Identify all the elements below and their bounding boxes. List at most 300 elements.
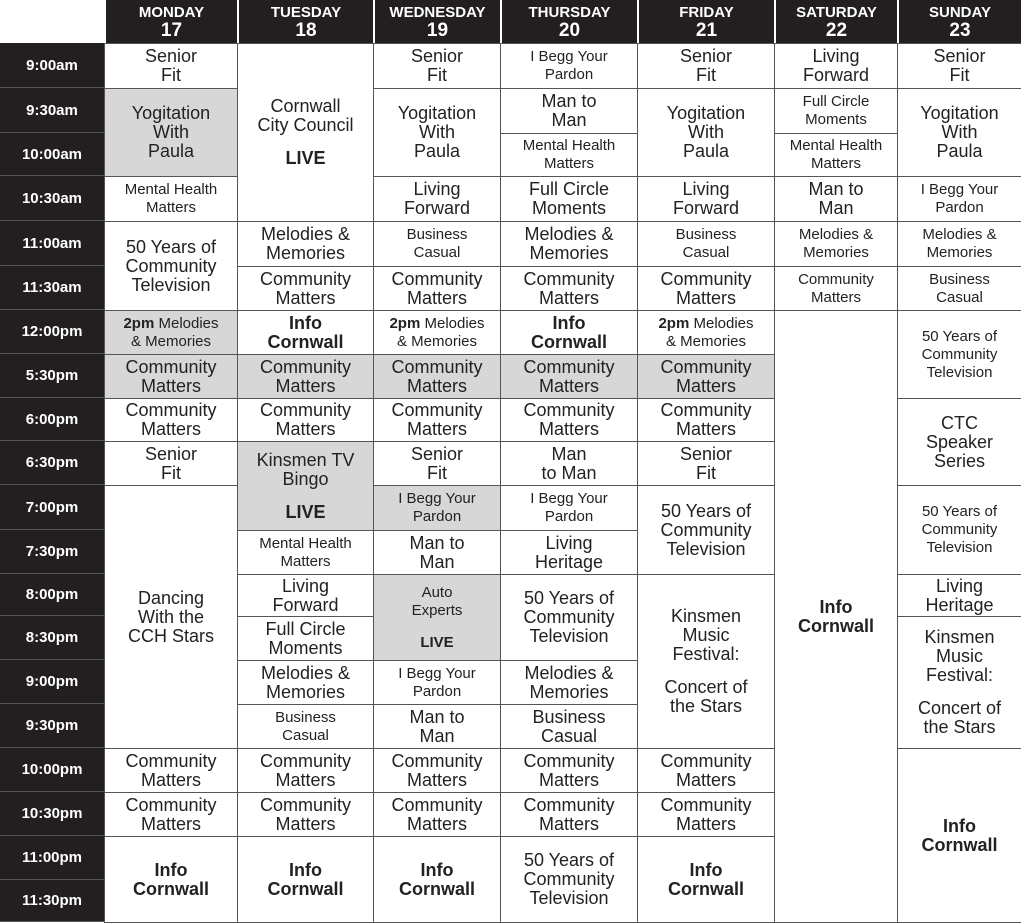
program-cell [104,310,238,355]
program-title-line: Casual [282,726,329,744]
program-title-line: Cornwall [398,878,475,899]
program-title-line: Matters [675,769,736,790]
day-date: 17 [160,20,183,41]
program-cell [104,43,238,89]
program-cell [104,441,238,486]
program-cell [637,574,775,749]
program-title-line: Speaker [925,431,994,452]
program-cell [500,176,638,222]
program-title-line: Senior [679,443,733,464]
program-title-line: Heritage [534,551,604,572]
program-title-line: Memories [265,243,345,263]
program-title-text: Melodies [424,314,485,332]
program-title-line: I Begg Your [530,490,608,507]
day-name: WEDNESDAY [389,4,486,21]
program-cell [500,221,638,267]
program-title-line: Cornwall [267,331,344,352]
program-cell [500,310,638,355]
program-title-line [658,315,753,333]
program-title-line: Living [812,46,860,66]
program-title-line: Television [926,363,993,381]
program-title-line: Bingo [282,468,329,489]
program-title-line [123,315,218,333]
time-slot-label: 12:00pm [0,310,104,354]
program-cell [897,398,1021,486]
program-cell [637,43,775,89]
program-cell [897,748,1021,923]
program-title-line: With [941,122,978,142]
program-title-line: 50 Years of [660,500,752,521]
program-title-line: & Memories [665,332,747,350]
program-title-line: Matters [538,769,599,790]
program-title-line: Casual [413,244,461,261]
program-title-line: Yogitation [397,103,477,123]
day-header-2 [373,0,500,43]
program-title-line: Memories [926,244,993,261]
program-cell [500,792,638,837]
program-title-line: Melodies & [524,224,614,244]
day-name: MONDAY [138,4,205,21]
program-title-line: LIVE [285,501,326,522]
program-cell [897,43,1021,89]
program-title-line: LIVE [285,148,326,168]
program-cell [897,310,1021,399]
program-title-line: Community [523,869,615,889]
program-title-line: Kinsmen [924,627,995,647]
time-slot-label: 8:30pm [0,616,104,660]
program-title-line: Community [391,400,483,420]
program-title-line: Community [523,356,615,377]
program-title-line: Paula [147,141,195,161]
day-header-0 [104,0,237,43]
program-cell [373,310,501,355]
program-title-line: Matters [675,419,736,439]
program-title-line: the Stars [669,696,743,716]
program-title-line: Forward [802,65,869,85]
day-header-6 [897,0,1021,43]
program-title-line: Forward [672,198,739,218]
program-title-line: Matters [810,155,861,172]
program-title-line: Concert of [664,677,748,697]
program-title-line: Matters [275,813,336,834]
program-title-line: Matters [543,155,594,172]
program-cell [373,354,501,399]
program-title-line: Business [275,708,336,726]
program-title-line: Business [675,226,737,243]
program-cell [373,43,501,89]
program-cell [237,398,374,442]
program-cell [373,792,501,837]
program-title-line: Matters [140,419,201,439]
program-cell [373,748,501,793]
time-slot-label: 11:00pm [0,836,104,880]
day-date: 21 [695,20,718,41]
program-cell [237,616,374,661]
program-title-text: Melodies [158,314,219,332]
program-cell [637,748,775,793]
program-title-line: Melodies & [922,226,997,243]
program-cell [500,748,638,793]
program-title-line: Matters [538,813,599,834]
time-slot-label: 11:30pm [0,880,104,922]
time-slot-label: 5:30pm [0,354,104,398]
program-title-line: Music [935,646,983,666]
program-cell [500,660,638,705]
program-title-line: Full Circle [802,93,870,110]
program-cell [637,354,775,399]
program-title-line: Paula [936,141,983,161]
program-title-line: Pardon [935,199,984,216]
program-cell [373,836,501,923]
program-cell [373,574,501,661]
program-title-line: Matters [275,287,336,308]
program-title-line: With [153,122,189,142]
program-title-line: Television [529,888,609,908]
program-cell [373,441,501,486]
program-title-line: Matters [406,419,467,439]
program-title-line: Senior [410,46,464,66]
program-title-line: Kinsmen TV [256,449,355,470]
program-title-line: Casual [540,725,598,746]
program-cell [637,266,775,311]
program-title-line: Pardon [544,66,594,83]
time-slot-label: 9:00pm [0,660,104,704]
program-cell [500,266,638,311]
program-title-line: Fit [427,65,447,85]
program-title-line: Yogitation [131,103,211,123]
program-title-line: 50 Years of [921,503,998,520]
program-cell [237,836,374,923]
program-title-line: Series [933,450,986,471]
program-cell [897,221,1021,267]
program-title-line: 50 Years of [125,236,217,257]
day-header-1 [237,0,373,43]
program-cell [637,836,775,923]
program-title-line: Melodies & [524,662,614,683]
program-title-line: City Council [257,115,354,135]
program-title-line: Info [819,596,853,617]
program-title-line: 50 Years of [921,327,998,345]
program-title-line: Matters [538,419,599,439]
program-title-line: Community [660,519,752,540]
program-title-line: Info [689,859,723,880]
day-name: SUNDAY [929,4,991,21]
program-cell [897,616,1021,749]
program-cell [373,266,501,311]
program-title-line: the Stars [923,717,996,737]
program-title-line: Community [125,750,217,771]
program-cell [104,792,238,837]
program-title-line: Experts [411,601,463,619]
program-title-line: Festival: [672,644,740,664]
program-cell [637,792,775,837]
program-title-line: Man to [409,532,465,553]
program-title-line: Cornwall [921,834,998,855]
program-title-line: Community [259,356,352,377]
program-time-prefix: 2pm [389,314,421,332]
program-title-line: Business [532,706,606,727]
program-title-line: Living [682,179,730,199]
time-slot-label: 9:30pm [0,704,104,748]
program-title-line: Fit [427,462,447,483]
program-title-line: Full Circle [528,179,609,199]
program-title-line: Concert of [917,698,1002,718]
program-title-line: Matters [406,813,467,834]
program-cell [500,530,638,575]
program-cell [774,88,898,134]
day-name: THURSDAY [528,4,611,21]
program-title-line: Matters [140,375,201,396]
program-cell [373,398,501,442]
program-title-line: Community [259,750,352,771]
program-title-line: Matters [280,552,331,570]
program-title-line: 50 Years of [523,850,615,870]
program-cell [897,574,1021,617]
program-title-line: Living [413,179,461,199]
program-cell [104,836,238,923]
program-title-line: I Begg Your [398,664,476,682]
program-title-line: Man [551,110,587,130]
program-title-line: Forward [403,198,470,218]
time-slot-label: 11:30am [0,266,104,310]
program-title-line: Community [660,400,752,420]
program-title-line: With [419,122,455,142]
program-title-line: Festival: [925,665,994,685]
program-title-line: Man [419,725,455,746]
program-cell [500,398,638,442]
program-title-line: Community [391,268,483,289]
program-cell [237,704,374,749]
program-title-line: Auto [421,583,453,601]
program-title-line: Community [523,607,615,627]
program-title-line: Matters [140,769,201,790]
program-title-line: Business [406,226,468,243]
program-cell [500,574,638,661]
program-title-line: Community [660,750,752,771]
program-title-line: Memories [529,681,609,702]
program-title-line: Senior [933,46,986,66]
time-slot-label: 10:00pm [0,748,104,792]
program-title-line: LIVE [420,633,454,651]
program-title-line: Pardon [412,682,462,700]
program-cell [237,266,374,311]
program-cell [373,530,501,575]
program-title-line: Matters [810,288,861,306]
program-title-line: Matters [538,287,599,308]
program-cell [373,660,501,705]
program-cell [500,43,638,89]
program-title-line: Matters [675,287,736,308]
program-cell [500,88,638,134]
program-title-line: Community [798,270,874,288]
program-title-line: 50 Years of [523,588,615,608]
program-title-line: I Begg Your [530,48,608,65]
day-date: 19 [426,20,449,41]
program-title-line: Matters [406,769,467,790]
day-name: TUESDAY [270,4,342,21]
time-slot-label: 8:00pm [0,574,104,616]
program-title-line: Television [131,274,211,295]
program-title-line: Senior [144,46,198,66]
program-cell [774,43,898,89]
program-cell [104,176,238,222]
program-title-line: Matters [675,375,736,396]
program-cell [237,530,374,575]
program-cell [104,354,238,399]
program-cell [104,485,238,749]
program-title-line: Matters [140,813,201,834]
program-cell [637,441,775,486]
program-title-line: Community [259,794,352,815]
program-title-line: Yogitation [920,103,999,123]
program-cell [500,485,638,531]
program-cell [897,485,1021,575]
program-title-line: Community [259,400,352,420]
program-title-line: Pardon [544,508,594,525]
program-title-text: Melodies [693,314,754,332]
program-title-line: Cornwall [270,96,341,116]
program-title-line: Cornwall [530,331,607,352]
program-title-line: Moments [268,637,343,658]
program-cell [637,176,775,222]
program-title-line: Kinsmen [670,606,742,626]
program-cell [774,176,898,222]
time-slot-label: 7:00pm [0,485,104,530]
program-title-line: With the [137,606,205,627]
time-slot-label: 11:00am [0,221,104,266]
program-title-line: Living [935,575,984,596]
time-slot-label: 10:30pm [0,792,104,836]
program-title-line: Memories [529,243,609,263]
program-cell [237,748,374,793]
program-cell [237,792,374,837]
day-date: 20 [558,20,581,41]
program-title-line: Info [289,312,322,333]
program-title-line: Fit [161,462,181,483]
program-title-line: Community [125,400,217,420]
program-title-line: Senior [144,443,198,464]
time-slot-label: 7:30pm [0,530,104,574]
program-title-line: Community [259,268,352,289]
program-cell [373,485,501,531]
day-header-5 [774,0,897,43]
program-cell [373,88,501,177]
time-slot-label: 10:30am [0,176,104,221]
program-title-line: Matters [406,287,467,308]
program-cell [637,485,775,575]
program-title-line: Mental Health [522,137,616,154]
program-cell [104,398,238,442]
program-title-line: Matters [275,769,336,790]
program-title-line: Man [818,198,854,218]
day-name: FRIDAY [679,4,734,21]
program-cell [774,310,898,923]
program-title-line: I Begg Your [398,490,476,507]
corner-blank [0,0,104,43]
program-title-line: Senior [410,443,464,464]
program-title-line: Community [125,255,217,276]
time-slot-label: 6:00pm [0,398,104,441]
program-title-line: Cornwall [267,878,344,899]
program-title-line: Mental Health [789,137,883,154]
program-time-prefix: 2pm [123,314,155,332]
program-cell [637,398,775,442]
program-cell [104,88,238,177]
day-name: SATURDAY [796,4,877,21]
program-title-line: Man to [541,91,597,111]
program-title-line: Yogitation [666,103,746,123]
program-title-line: Casual [682,244,730,261]
program-title-line: Man [551,443,587,464]
program-title-line: Matters [275,419,336,439]
program-title-line: Casual [936,288,983,306]
program-title-line [389,315,484,333]
time-slot-label: 6:30pm [0,441,104,485]
program-title-line: Matters [538,375,599,396]
program-title-line: Community [660,268,752,289]
program-cell [897,176,1021,222]
program-title-line: Living [545,532,593,553]
program-cell [237,221,374,267]
program-title-line: Melodies & [798,226,874,243]
program-title-line: Man to [808,179,864,199]
program-title-line: Business [929,270,990,288]
program-title-line: to Man [541,462,597,483]
program-title-line: Matters [675,813,736,834]
program-title-line: Cornwall [667,878,744,899]
program-title-line: Community [660,356,752,377]
program-cell [637,88,775,177]
program-title-line: Moments [805,111,867,128]
program-title-line: Melodies & [260,662,351,683]
program-title-line: Info [420,859,454,880]
program-title-line: Community [391,794,483,815]
program-title-line: Community [921,521,998,538]
day-date: 23 [949,20,971,41]
day-date: 18 [295,20,317,41]
program-title-line: Mental Health [124,181,218,198]
day-date: 22 [825,20,848,41]
program-cell [237,310,374,355]
program-cell [500,133,638,177]
program-title-line: Paula [682,141,730,161]
time-slot-label: 9:00am [0,43,104,88]
program-title-line: Info [289,859,322,880]
program-title-line: Melodies & [260,224,351,244]
program-title-line: Pardon [412,508,462,525]
program-title-line: Music [682,625,730,645]
program-title-line: Community [660,794,752,815]
program-cell [500,836,638,923]
program-title-line: & Memories [130,332,212,350]
program-title-line: I Begg Your [920,181,999,198]
program-title-line: Memories [803,244,869,261]
program-title-line: Man to [409,706,465,727]
program-title-line: Forward [272,594,339,615]
program-cell [237,660,374,705]
program-title-line: Matters [145,199,196,216]
program-title-line: Heritage [925,594,994,615]
program-title-line: Fit [696,65,716,85]
program-cell [104,221,238,311]
program-cell [237,441,374,531]
program-cell [237,354,374,399]
program-cell [237,43,374,222]
program-title-line: Living [281,575,330,596]
program-cell [897,266,1021,311]
program-title-line: Television [666,538,746,559]
program-title-line: Fit [696,462,716,483]
